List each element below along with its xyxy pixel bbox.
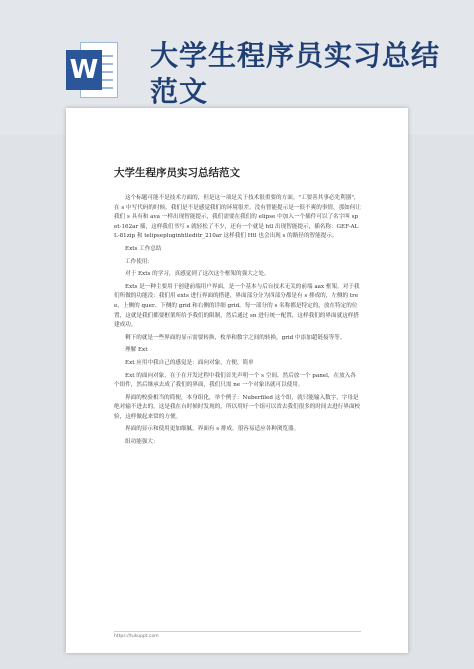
paragraph: 这个标题可能不是技术方面的，但是这一项是关于技术很重要的方面。"工要善其事必先利器"，在 s 中写代码的时候，我们是不是感觉我们的环境很差，没有智能提示是一很不爽的事情，那如何让我们 s 具有和 ava 一样出现智能提示，我们需要在我们的 elipse 中加入一个插件可以了名字叫 spet-162ar 插，这样我们书写 s 就轻松了不少，还有一个就是 htl 出现智能提示，插名称：GEF-ALL-81zip 和 telipsepluginhtleditr_210ar 这样我们 Htl 也会出现 s 的路径的智能提示。 <box>114 195 361 240</box>
word-document-icon <box>66 42 118 98</box>
banner-title: 大学生程序员实习总结范文 <box>150 39 441 108</box>
document-body <box>114 194 361 451</box>
paragraph: 界面的显示和使用更加细腻，界面有 s 排成，很容易适应各种浏览器。 <box>125 426 300 433</box>
section-heading: 理解 Ext <box>125 347 148 354</box>
paragraph: 对于 Exts 的学习，真感觉到了这次这个框架的强大之处。 <box>125 271 270 278</box>
word-badge: W <box>66 50 102 90</box>
paragraph: Exts 是一种主要用于创建前端用户界面，是一个基本与后台技术无关的前端 aax 框架。对于我们所做的功能没：我们用 exts 进行界面的搭建，界面部分分为四部分都是有 s 排成的，左侧的 tree，上侧的 quer、下侧的 grid 和右侧的详细 grid。每一部分的 s 名称都是特定的，放在特定的位置，这就是我们都要框架所给予我们的限制，然后通过 sn 进行统一配置，这样我们的界面就这样搭建成功。 <box>114 283 360 329</box>
section-heading: 工作使用： <box>125 258 153 265</box>
section-heading: Exts 工作总结 <box>125 245 162 252</box>
document-title: 大学生程序员实习总结范文 <box>114 167 240 179</box>
paragraph: 剩下的就是一些界面的显示需要转换，枚举和数字之间的转换，grid 中添加超链接等等。 <box>125 334 346 341</box>
paragraph: Ext 应用中我自己的感觉是：面向对象，方便，简单 <box>125 359 254 366</box>
section-heading: 组功能强大： <box>125 439 159 446</box>
paragraph: Ext 的面向对象，在于在开发过程中我们首先声明一个 s 空间，然后放一个 panel，在放入各个组件，然后继承去成了我们的界面，我们只需 ne 一个对象出就可以使用。 <box>114 372 356 389</box>
document-page <box>66 108 408 653</box>
paragraph: 界面的校验相当的简便，本身组化，举个例子：Nuberfiled 这个组，就只能输入数字，字母是绝对输不进去的，这是我在台时候时发现的，所以用好一个组可以省去我们很多的时间去进行界面校验，这样做起来常的方便。 <box>114 394 361 420</box>
page-footer: https://tukuppt.com <box>114 631 361 639</box>
